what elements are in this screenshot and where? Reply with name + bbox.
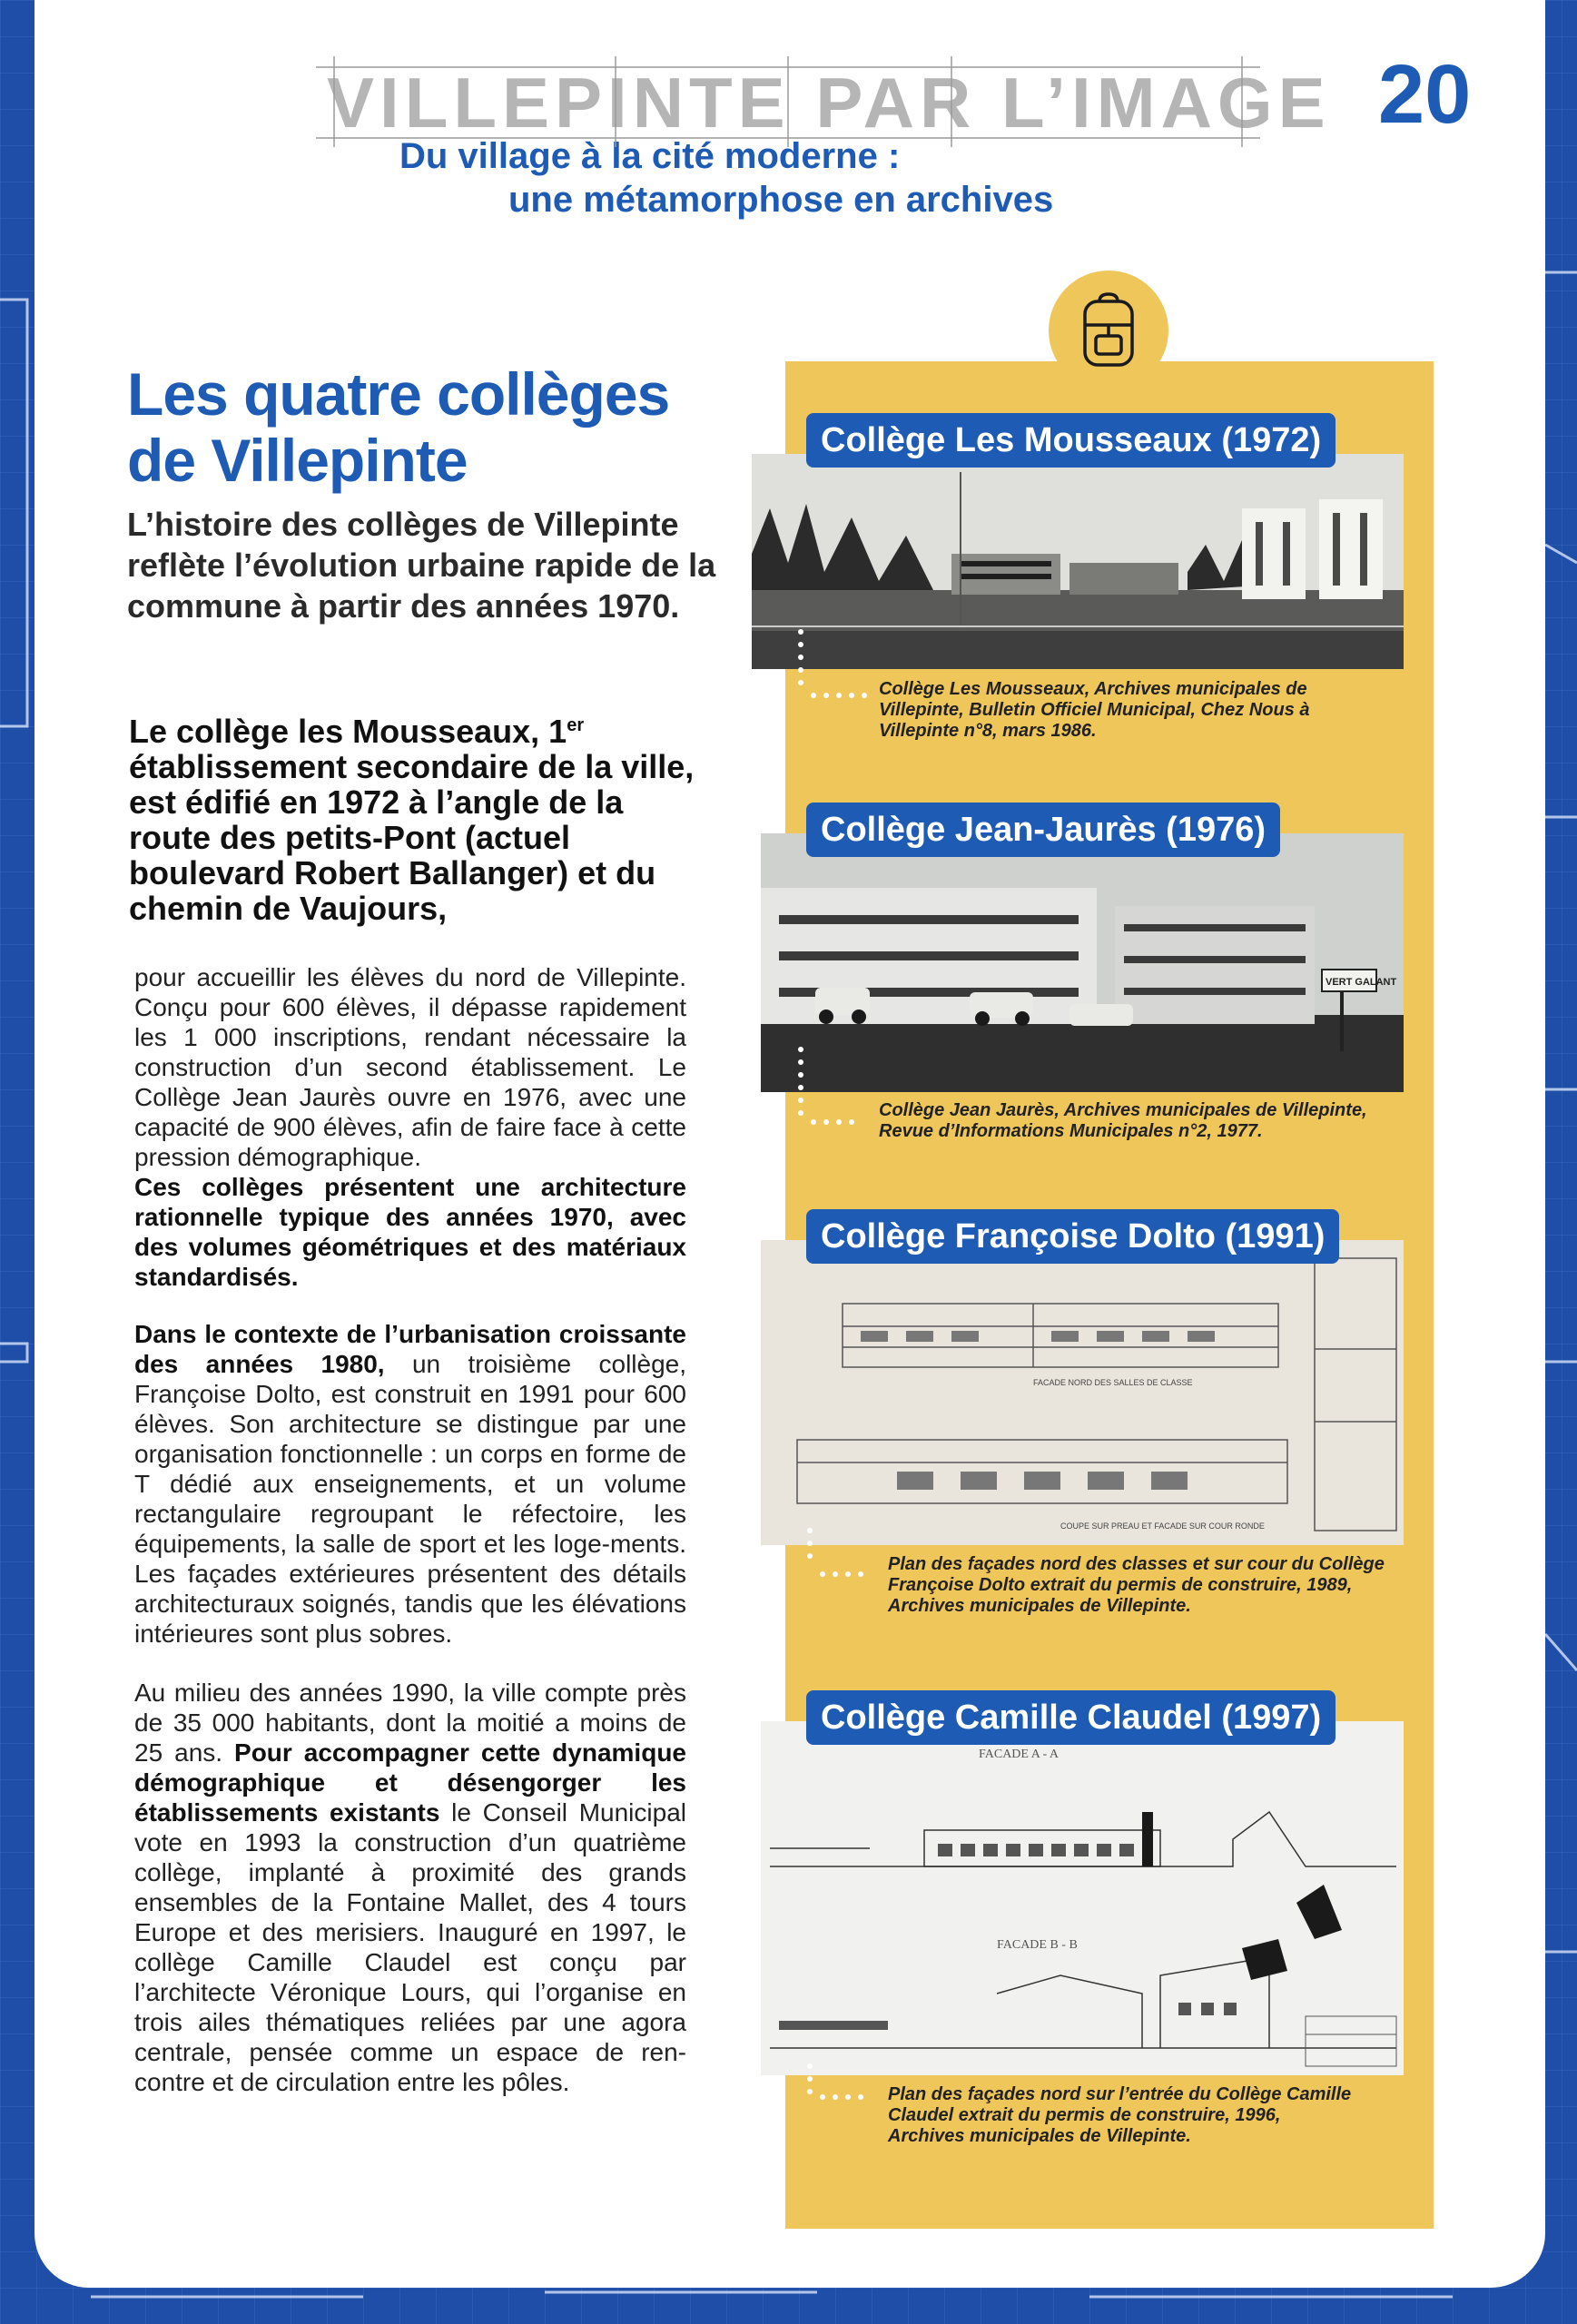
caption-jean-jaures: Collège Jean Jaurès, Archives municipales de Villepinte, Revue d’Informations Municipales n°2, 1977. (879, 1100, 1367, 1141)
sign-vert-galant: VERT GALANT (1326, 977, 1397, 988)
article-title (127, 361, 763, 494)
photo-plan-francoise-dolto (761, 1240, 1404, 1545)
paragraph-2: Dans le contexte de l’urbanisation croissante des années 1980, un troisième collège, Françoise Dolto, est construit en 1991 pour 600 élèves. Son architecture se distingue par une organisation fonctionnelle : un corps en forme de T dédié aux enseignements, et un volume rectangulaire regroupant le réfectoire, les équipements, la salle de sport et les loge-ments. Les façades extérieures présentent des détails architecturaux soignés, tandis que les élévations intérieures sont plus sobres. (134, 1320, 686, 1648)
college-label-francoise-dolto: Collège Françoise Dolto (1991) (806, 1209, 1339, 1264)
page-number: 20 (1378, 48, 1472, 141)
subtitle-line-2: une métamorphose en archives (508, 180, 1054, 220)
facade-b-label: FACADE B - B (997, 1938, 1078, 1952)
caption-mousseaux: Collège Les Mousseaux, Archives municipales de Villepinte, Bulletin Officiel Municipal, Chez Nous à Villepinte n°8, mars 1986. (879, 679, 1310, 741)
caption-camille-claudel: Plan des façades nord sur l’entrée du Collège Camille Claudel extrait du permis de construire, 1996, Archives municipales de Villepinte. (888, 2084, 1352, 2146)
ordinal-superscript: er (567, 715, 585, 735)
college-label-jean-jaures: Collège Jean-Jaurès (1976) (806, 803, 1280, 857)
page-subtitle (399, 134, 1217, 222)
facade-a-label: FACADE A - A (979, 1748, 1060, 1761)
paragraph-1-bold: Ces collèges présentent une architecture rationnelle typique des années 1970, avec des volumes géométriques et des matériaux standardisés. (134, 1173, 686, 1291)
college-label-mousseaux: Collège Les Mousseaux (1972) (806, 413, 1336, 468)
caption-francoise-dolto: Plan des façades nord des classes et sur cour du Collège Françoise Dolto extrait du permis de construire, 1989, Archives municipales de Villepinte. (888, 1554, 1385, 1616)
paragraph-3-bold: Pour accompagner cette dynamique démographique et désengorger les établissements existants (134, 1738, 686, 1827)
subtitle-line-1: Du village à la cité moderne : (399, 136, 901, 176)
backpack-badge (1049, 271, 1168, 390)
article-lead: Le collège les Mousseaux, 1er établissement secondaire de la ville, est édifié en 1972 à l’angle de la route des petits-Pont (actuel boulevard Robert Ballanger) et du chemin de Vaujours, (129, 713, 695, 927)
backpack-icon (1076, 292, 1141, 369)
caption-connector-3 (799, 1525, 881, 1580)
paragraph-3: Au milieu des années 1990, la ville compte près de 35 000 habitants, dont la moitié a moins de 25 ans. Pour accompagner cette dynamique démographique et désengorger les établissements existants le Conseil Municipal vote en 1993 la construction d’un quatrième collège, implanté à proximité des grands ensembles de la Fontaine Mallet, des 4 tours Europe et des merisiers. Inauguré en 1997, le collège Camille Claudel est conçu par l’architecte Véronique Lours, qui l’organise en trois ailes thématiques reliées par une agora centrale, pensée comme un espace de ren-contre et de circulation entre les pôles. (134, 1679, 686, 2096)
caption-connector-1 (790, 626, 872, 708)
plan-text-top: FACADE NORD DES SALLES DE CLASSE (1033, 1378, 1193, 1387)
paragraph-2-bold: Dans le contexte de l’urbanisation croissante des années 1980, (134, 1320, 686, 1378)
caption-connector-4 (799, 2061, 881, 2115)
caption-connector-2 (790, 1044, 872, 1126)
article-title-line-1: Les quatre collèges (127, 360, 670, 428)
article-title-line-2: de Villepinte (127, 427, 468, 494)
header-construction-lines (316, 56, 1331, 147)
college-label-camille-claudel: Collège Camille Claudel (1997) (806, 1690, 1336, 1745)
paragraph-1: pour accueillir les élèves du nord de Villepinte. Conçu pour 600 élèves, il dépasse rapidement les 1 000 inscriptions, rendant nécessaire la construction d’un second établissement. Le Collège Jean Jaurès ouvre en 1976, avec une capacité de 900 élèves, afin de faire face à cette pression démographique. Ces collèges présentent une architecture rationnelle typique des années 1970, avec des volumes géométriques et des matériaux standardisés. (134, 963, 686, 1291)
photo-plan-camille-claudel (761, 1721, 1404, 2075)
header-title: VILLEPINTE PAR L’IMAGE (327, 63, 1331, 143)
plan-text-bottom: COUPE SUR PREAU ET FACADE SUR COUR RONDE (1060, 1521, 1265, 1531)
article-intro: L’histoire des collèges de Villepinte reflète l’évolution urbaine rapide de la commune à partir des années 1970. (127, 506, 716, 625)
